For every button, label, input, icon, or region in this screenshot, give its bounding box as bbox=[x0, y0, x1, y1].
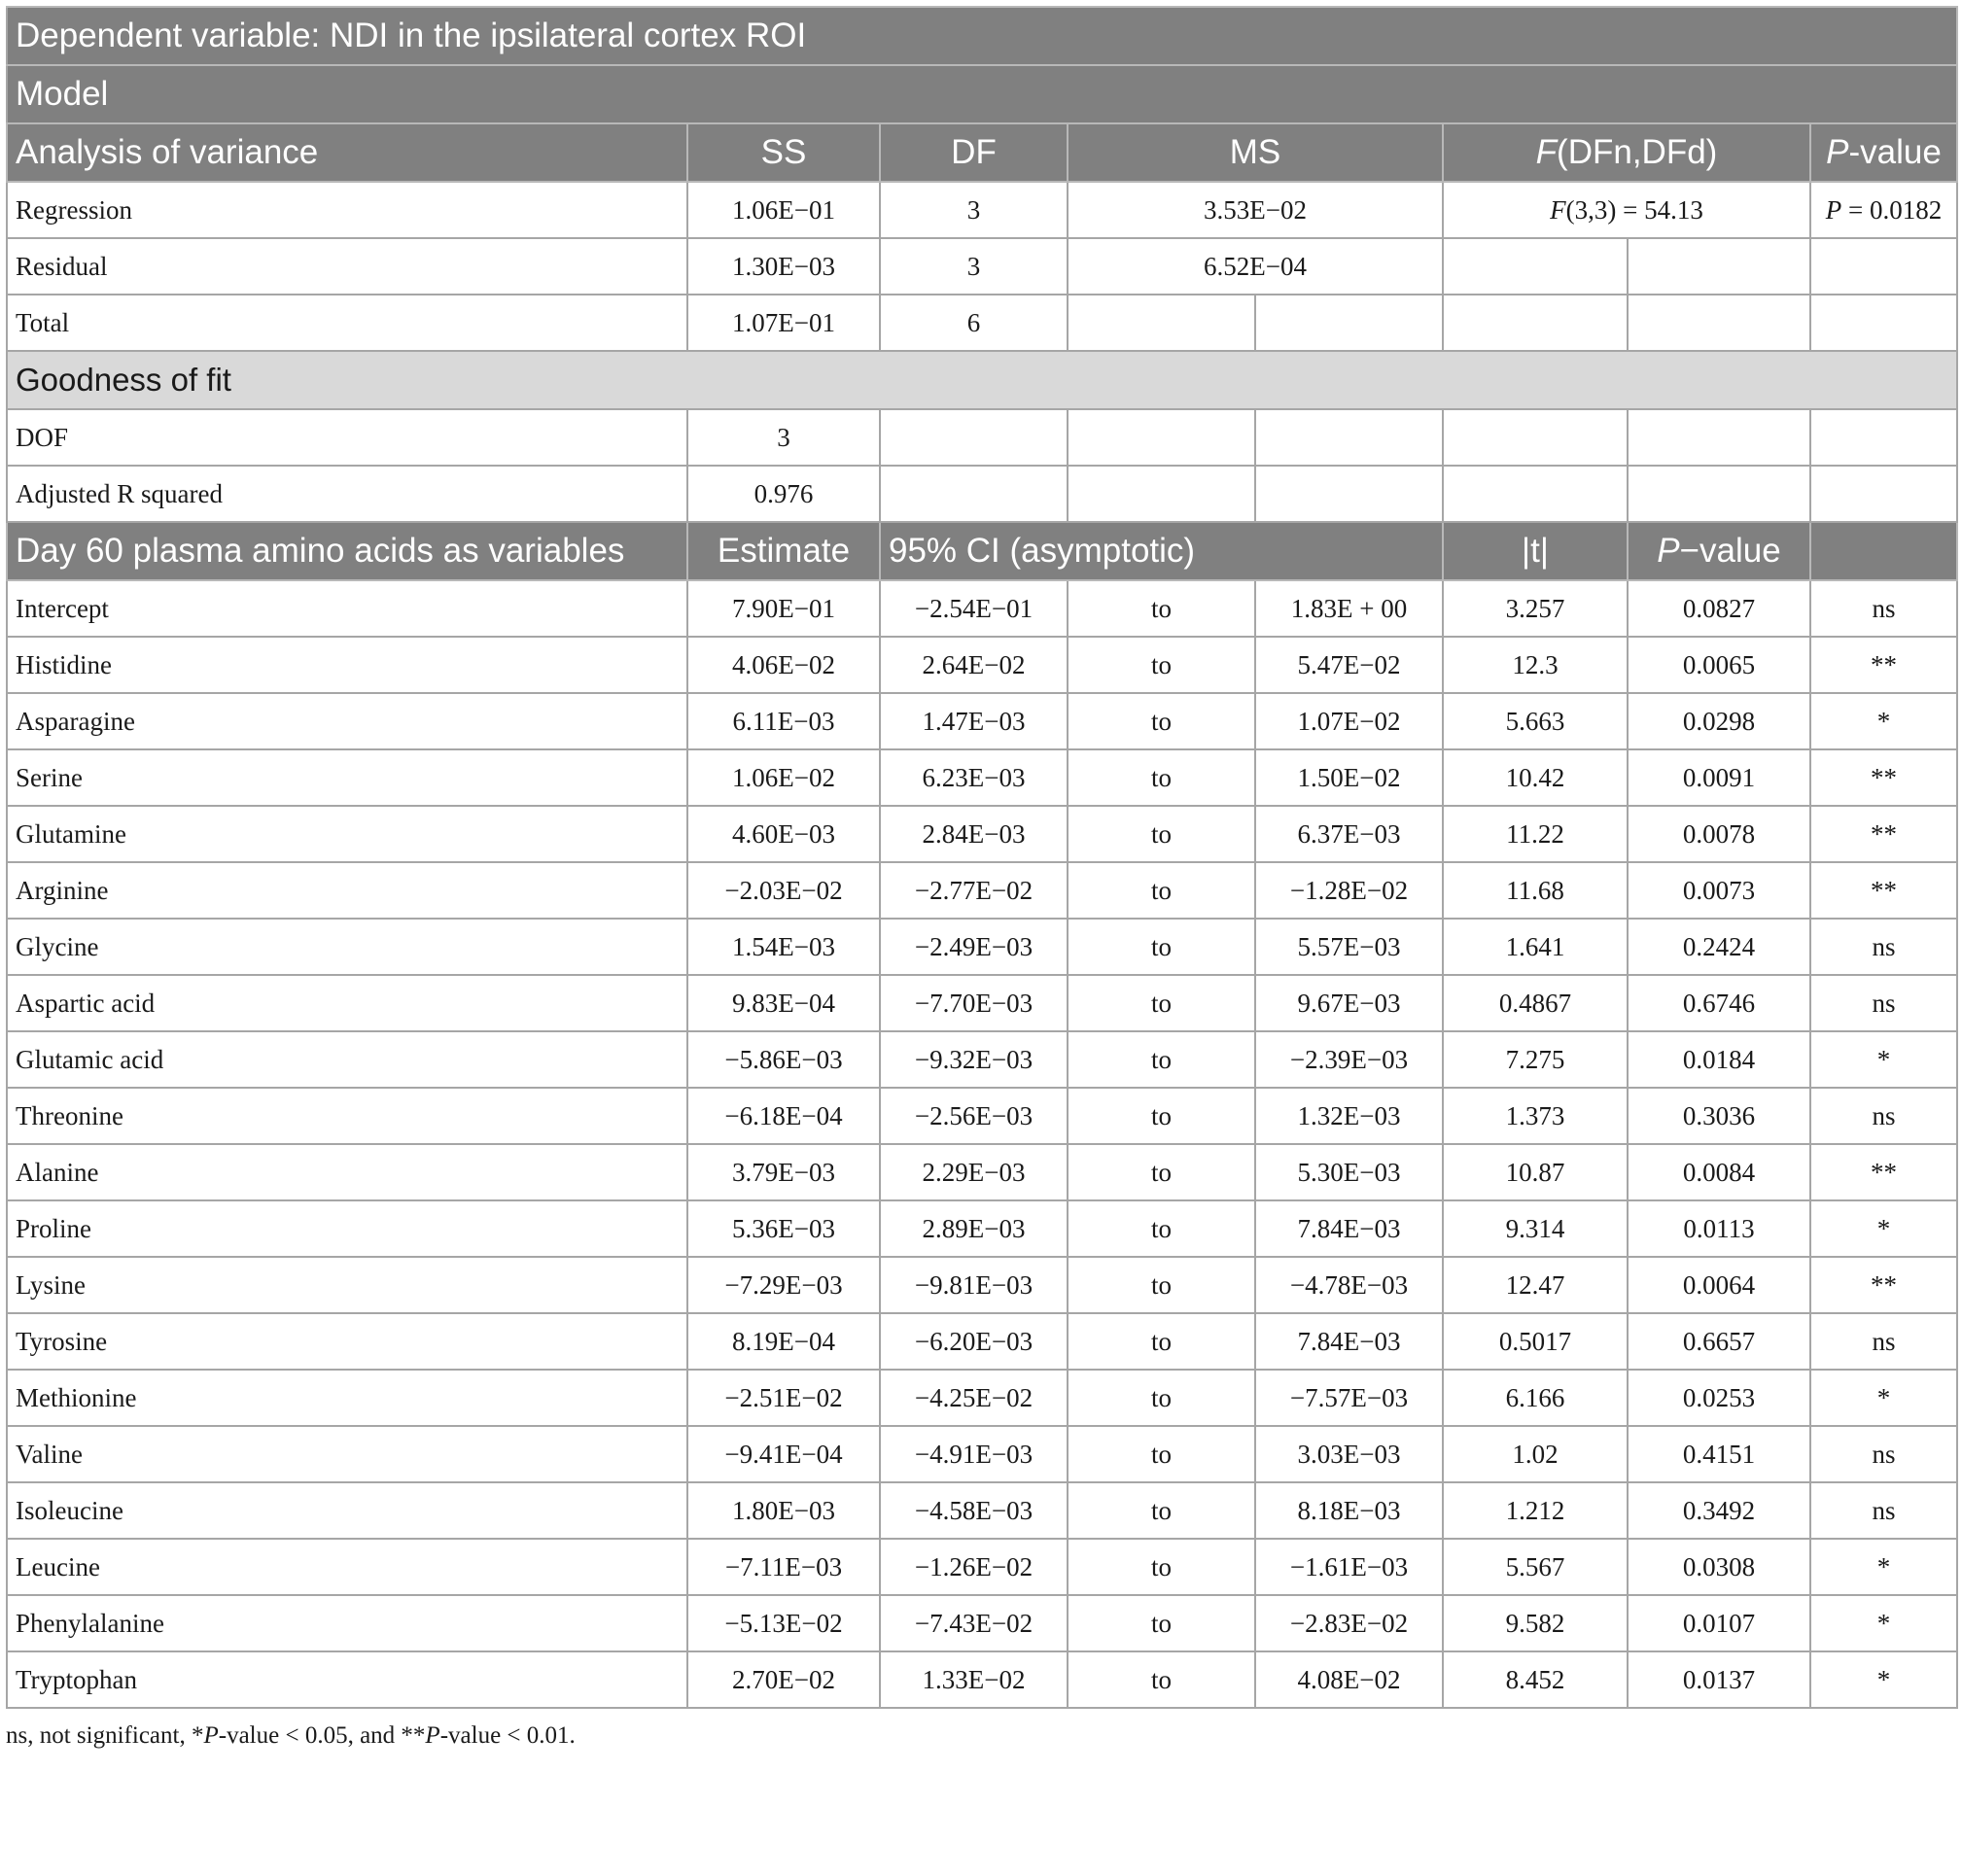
coef-ci-to: to bbox=[1068, 749, 1255, 806]
coef-ci-upper: 4.08E−02 bbox=[1255, 1651, 1443, 1708]
coef-ci-lower: 6.23E−03 bbox=[880, 749, 1068, 806]
coef-p: 0.0137 bbox=[1628, 1651, 1810, 1708]
anova-header-row bbox=[7, 123, 1957, 182]
regression-table bbox=[6, 6, 1958, 1709]
coef-header-p-rest: −value bbox=[1679, 532, 1781, 570]
coef-estimate: −7.11E−03 bbox=[687, 1539, 880, 1595]
coef-row bbox=[7, 1482, 1957, 1539]
coef-name: Tryptophan bbox=[7, 1651, 687, 1708]
coef-ci-to: to bbox=[1068, 1595, 1255, 1651]
coef-estimate: −2.03E−02 bbox=[687, 862, 880, 919]
fit-label: DOF bbox=[7, 409, 687, 466]
fit-value: 3 bbox=[687, 409, 880, 466]
coef-significance: ns bbox=[1810, 975, 1957, 1031]
coef-p: 0.0078 bbox=[1628, 806, 1810, 862]
anova-row-regression bbox=[7, 182, 1957, 238]
coef-t: 9.314 bbox=[1443, 1200, 1628, 1257]
anova-header-ss: SS bbox=[687, 123, 880, 182]
anova-header-df: DF bbox=[880, 123, 1068, 182]
coef-row bbox=[7, 1426, 1957, 1482]
coef-header-label: Day 60 plasma amino acids as variables bbox=[7, 522, 687, 580]
coef-ci-lower: 2.64E−02 bbox=[880, 637, 1068, 693]
coef-significance: ** bbox=[1810, 806, 1957, 862]
coef-estimate: −9.41E−04 bbox=[687, 1426, 880, 1482]
coef-name: Proline bbox=[7, 1200, 687, 1257]
empty-cell bbox=[1443, 466, 1628, 522]
coef-t: 10.42 bbox=[1443, 749, 1628, 806]
coef-row bbox=[7, 975, 1957, 1031]
coef-estimate: 5.36E−03 bbox=[687, 1200, 880, 1257]
coef-row bbox=[7, 1539, 1957, 1595]
coef-significance: ns bbox=[1810, 1088, 1957, 1144]
coef-ci-to: to bbox=[1068, 975, 1255, 1031]
coef-row bbox=[7, 1200, 1957, 1257]
coef-row bbox=[7, 1257, 1957, 1313]
coef-significance: ns bbox=[1810, 1482, 1957, 1539]
anova-header-p-rest: -value bbox=[1848, 133, 1942, 171]
model-row bbox=[7, 65, 1957, 123]
coef-ci-lower: −9.81E−03 bbox=[880, 1257, 1068, 1313]
coef-estimate: 1.80E−03 bbox=[687, 1482, 880, 1539]
empty-cell bbox=[880, 466, 1068, 522]
empty-cell bbox=[1628, 295, 1810, 351]
coef-ci-to: to bbox=[1068, 1257, 1255, 1313]
coef-t: 0.4867 bbox=[1443, 975, 1628, 1031]
coef-t: 11.68 bbox=[1443, 862, 1628, 919]
coef-ci-lower: −2.54E−01 bbox=[880, 580, 1068, 637]
coef-significance: ns bbox=[1810, 1313, 1957, 1370]
anova-row-total bbox=[7, 295, 1957, 351]
anova-ss: 1.07E−01 bbox=[687, 295, 880, 351]
anova-ms: 6.52E−04 bbox=[1068, 238, 1443, 295]
empty-cell bbox=[1810, 238, 1957, 295]
coef-estimate: 7.90E−01 bbox=[687, 580, 880, 637]
anova-label: Residual bbox=[7, 238, 687, 295]
coef-header-row bbox=[7, 522, 1957, 580]
coef-name: Alanine bbox=[7, 1144, 687, 1200]
coef-significance: ns bbox=[1810, 1426, 1957, 1482]
empty-cell bbox=[1068, 466, 1255, 522]
coef-row bbox=[7, 1651, 1957, 1708]
coef-ci-lower: 2.84E−03 bbox=[880, 806, 1068, 862]
coef-estimate: 2.70E−02 bbox=[687, 1651, 880, 1708]
empty-cell bbox=[1810, 409, 1957, 466]
empty-cell bbox=[1628, 466, 1810, 522]
footnote-part3: -value < 0.01. bbox=[439, 1722, 576, 1749]
empty-cell bbox=[1255, 466, 1443, 522]
coef-ci-lower: −4.58E−03 bbox=[880, 1482, 1068, 1539]
anova-df: 3 bbox=[880, 238, 1068, 295]
coef-ci-upper: 5.57E−03 bbox=[1255, 919, 1443, 975]
coef-t: 10.87 bbox=[1443, 1144, 1628, 1200]
empty-cell bbox=[1443, 238, 1628, 295]
coef-name: Histidine bbox=[7, 637, 687, 693]
coef-t: 11.22 bbox=[1443, 806, 1628, 862]
coef-significance: * bbox=[1810, 1539, 1957, 1595]
coef-ci-lower: −2.77E−02 bbox=[880, 862, 1068, 919]
coef-estimate: −5.13E−02 bbox=[687, 1595, 880, 1651]
coef-p: 0.0091 bbox=[1628, 749, 1810, 806]
coef-ci-lower: 1.47E−03 bbox=[880, 693, 1068, 749]
empty-cell bbox=[1068, 295, 1255, 351]
coef-ci-to: to bbox=[1068, 1482, 1255, 1539]
coef-name: Serine bbox=[7, 749, 687, 806]
coef-p: 0.0064 bbox=[1628, 1257, 1810, 1313]
empty-cell bbox=[880, 409, 1068, 466]
coef-significance: ** bbox=[1810, 749, 1957, 806]
coef-ci-upper: 7.84E−03 bbox=[1255, 1200, 1443, 1257]
coef-ci-upper: 5.47E−02 bbox=[1255, 637, 1443, 693]
coef-p: 0.4151 bbox=[1628, 1426, 1810, 1482]
coef-ci-lower: −1.26E−02 bbox=[880, 1539, 1068, 1595]
coef-row bbox=[7, 693, 1957, 749]
coef-ci-to: to bbox=[1068, 862, 1255, 919]
coef-significance: ** bbox=[1810, 637, 1957, 693]
coef-t: 1.212 bbox=[1443, 1482, 1628, 1539]
coef-ci-to: to bbox=[1068, 1313, 1255, 1370]
coef-ci-upper: −1.28E−02 bbox=[1255, 862, 1443, 919]
anova-label: Total bbox=[7, 295, 687, 351]
anova-f-value bbox=[1443, 182, 1810, 238]
coef-t: 8.452 bbox=[1443, 1651, 1628, 1708]
coef-estimate: −7.29E−03 bbox=[687, 1257, 880, 1313]
coef-header-t: |t| bbox=[1443, 522, 1628, 580]
coef-ci-upper: 1.83E + 00 bbox=[1255, 580, 1443, 637]
coef-row bbox=[7, 1313, 1957, 1370]
coef-row bbox=[7, 862, 1957, 919]
coef-name: Intercept bbox=[7, 580, 687, 637]
coef-t: 3.257 bbox=[1443, 580, 1628, 637]
coef-p: 0.0308 bbox=[1628, 1539, 1810, 1595]
coef-ci-upper: −2.83E−02 bbox=[1255, 1595, 1443, 1651]
footnote-part2: -value < 0.05, and ** bbox=[218, 1722, 426, 1749]
empty-cell bbox=[1255, 295, 1443, 351]
coef-estimate: 6.11E−03 bbox=[687, 693, 880, 749]
anova-p-italic: P bbox=[1825, 194, 1842, 225]
coef-significance: ns bbox=[1810, 580, 1957, 637]
coef-header-sig bbox=[1810, 522, 1957, 580]
coef-ci-lower: −4.91E−03 bbox=[880, 1426, 1068, 1482]
coef-ci-lower: −2.56E−03 bbox=[880, 1088, 1068, 1144]
coef-row bbox=[7, 580, 1957, 637]
anova-header-p-italic: P bbox=[1826, 133, 1849, 171]
coef-name: Lysine bbox=[7, 1257, 687, 1313]
coef-row bbox=[7, 1370, 1957, 1426]
footnote-p2: P bbox=[425, 1722, 440, 1749]
coef-t: 12.47 bbox=[1443, 1257, 1628, 1313]
coef-ci-to: to bbox=[1068, 580, 1255, 637]
coef-header-ci: 95% CI (asymptotic) bbox=[880, 522, 1443, 580]
empty-cell bbox=[1810, 295, 1957, 351]
anova-header-label: Analysis of variance bbox=[7, 123, 687, 182]
coef-t: 1.373 bbox=[1443, 1088, 1628, 1144]
coef-ci-upper: −4.78E−03 bbox=[1255, 1257, 1443, 1313]
coef-ci-to: to bbox=[1068, 1144, 1255, 1200]
coef-p: 0.0827 bbox=[1628, 580, 1810, 637]
coef-estimate: 8.19E−04 bbox=[687, 1313, 880, 1370]
table-title: Dependent variable: NDI in the ipsilateral cortex ROI bbox=[7, 7, 1957, 65]
coef-p: 0.3036 bbox=[1628, 1088, 1810, 1144]
coef-ci-upper: 1.32E−03 bbox=[1255, 1088, 1443, 1144]
coef-estimate: 4.06E−02 bbox=[687, 637, 880, 693]
anova-label: Regression bbox=[7, 182, 687, 238]
anova-header-f-italic: F bbox=[1535, 133, 1558, 171]
coef-p: 0.0065 bbox=[1628, 637, 1810, 693]
coef-ci-lower: 1.33E−02 bbox=[880, 1651, 1068, 1708]
model-label: Model bbox=[7, 65, 1957, 123]
coef-estimate: 9.83E−04 bbox=[687, 975, 880, 1031]
coef-name: Tyrosine bbox=[7, 1313, 687, 1370]
footnote-part1: ns, not significant, * bbox=[6, 1722, 204, 1749]
anova-header-f-rest: (DFn,DFd) bbox=[1557, 133, 1718, 171]
coef-ci-upper: 1.50E−02 bbox=[1255, 749, 1443, 806]
coef-p: 0.0253 bbox=[1628, 1370, 1810, 1426]
coef-significance: * bbox=[1810, 1200, 1957, 1257]
coef-ci-lower: −2.49E−03 bbox=[880, 919, 1068, 975]
coef-t: 1.641 bbox=[1443, 919, 1628, 975]
coef-ci-to: to bbox=[1068, 1200, 1255, 1257]
coef-row bbox=[7, 637, 1957, 693]
coef-t: 5.567 bbox=[1443, 1539, 1628, 1595]
coef-name: Threonine bbox=[7, 1088, 687, 1144]
coef-ci-upper: 7.84E−03 bbox=[1255, 1313, 1443, 1370]
coef-t: 0.5017 bbox=[1443, 1313, 1628, 1370]
coef-ci-to: to bbox=[1068, 1426, 1255, 1482]
coef-header-p bbox=[1628, 522, 1810, 580]
coef-ci-lower: 2.29E−03 bbox=[880, 1144, 1068, 1200]
coef-estimate: 3.79E−03 bbox=[687, 1144, 880, 1200]
fit-value: 0.976 bbox=[687, 466, 880, 522]
anova-ss: 1.06E−01 bbox=[687, 182, 880, 238]
coef-t: 1.02 bbox=[1443, 1426, 1628, 1482]
anova-df: 6 bbox=[880, 295, 1068, 351]
coef-name: Isoleucine bbox=[7, 1482, 687, 1539]
fit-header: Goodness of fit bbox=[7, 351, 1957, 409]
coef-estimate: 4.60E−03 bbox=[687, 806, 880, 862]
anova-ms: 3.53E−02 bbox=[1068, 182, 1443, 238]
coef-p: 0.0073 bbox=[1628, 862, 1810, 919]
coef-significance: ** bbox=[1810, 1257, 1957, 1313]
empty-cell bbox=[1443, 409, 1628, 466]
coef-estimate: 1.06E−02 bbox=[687, 749, 880, 806]
coef-ci-upper: 1.07E−02 bbox=[1255, 693, 1443, 749]
coef-estimate: 1.54E−03 bbox=[687, 919, 880, 975]
empty-cell bbox=[1255, 409, 1443, 466]
coef-ci-upper: 9.67E−03 bbox=[1255, 975, 1443, 1031]
coef-t: 9.582 bbox=[1443, 1595, 1628, 1651]
coef-ci-upper: 6.37E−03 bbox=[1255, 806, 1443, 862]
empty-cell bbox=[1628, 238, 1810, 295]
coef-ci-to: to bbox=[1068, 1651, 1255, 1708]
coef-name: Asparagine bbox=[7, 693, 687, 749]
coef-header-estimate: Estimate bbox=[687, 522, 880, 580]
coef-ci-to: to bbox=[1068, 1539, 1255, 1595]
coef-p: 0.6657 bbox=[1628, 1313, 1810, 1370]
coef-name: Arginine bbox=[7, 862, 687, 919]
coef-significance: * bbox=[1810, 1031, 1957, 1088]
footnote bbox=[6, 1722, 1956, 1750]
empty-cell bbox=[1810, 466, 1957, 522]
coef-rows bbox=[7, 580, 1957, 1708]
empty-cell bbox=[1628, 409, 1810, 466]
coef-ci-lower: −7.70E−03 bbox=[880, 975, 1068, 1031]
coef-name: Phenylalanine bbox=[7, 1595, 687, 1651]
anova-ss: 1.30E−03 bbox=[687, 238, 880, 295]
coef-ci-upper: 8.18E−03 bbox=[1255, 1482, 1443, 1539]
anova-header-f bbox=[1443, 123, 1810, 182]
coef-ci-to: to bbox=[1068, 1031, 1255, 1088]
anova-row-residual bbox=[7, 238, 1957, 295]
anova-f-rest: (3,3) = 54.13 bbox=[1565, 194, 1703, 225]
coef-ci-upper: −2.39E−03 bbox=[1255, 1031, 1443, 1088]
coef-ci-upper: 5.30E−03 bbox=[1255, 1144, 1443, 1200]
fit-header-row bbox=[7, 351, 1957, 409]
coef-name: Aspartic acid bbox=[7, 975, 687, 1031]
coef-ci-lower: −7.43E−02 bbox=[880, 1595, 1068, 1651]
coef-ci-upper: −1.61E−03 bbox=[1255, 1539, 1443, 1595]
coef-ci-upper: −7.57E−03 bbox=[1255, 1370, 1443, 1426]
anova-f-italic: F bbox=[1550, 194, 1566, 225]
coef-ci-to: to bbox=[1068, 1370, 1255, 1426]
coef-p: 0.2424 bbox=[1628, 919, 1810, 975]
coef-t: 6.166 bbox=[1443, 1370, 1628, 1426]
coef-name: Leucine bbox=[7, 1539, 687, 1595]
empty-cell bbox=[1068, 409, 1255, 466]
coef-significance: * bbox=[1810, 1595, 1957, 1651]
coef-significance: ** bbox=[1810, 862, 1957, 919]
coef-p: 0.3492 bbox=[1628, 1482, 1810, 1539]
anova-df: 3 bbox=[880, 182, 1068, 238]
coef-ci-to: to bbox=[1068, 806, 1255, 862]
coef-ci-to: to bbox=[1068, 637, 1255, 693]
coef-name: Glutamic acid bbox=[7, 1031, 687, 1088]
coef-t: 5.663 bbox=[1443, 693, 1628, 749]
coef-t: 7.275 bbox=[1443, 1031, 1628, 1088]
coef-p: 0.0107 bbox=[1628, 1595, 1810, 1651]
fit-label: Adjusted R squared bbox=[7, 466, 687, 522]
anova-p-rest: = 0.0182 bbox=[1841, 194, 1943, 225]
coef-t: 12.3 bbox=[1443, 637, 1628, 693]
coef-p: 0.0084 bbox=[1628, 1144, 1810, 1200]
empty-cell bbox=[1443, 295, 1628, 351]
fit-row-dof bbox=[7, 409, 1957, 466]
coef-significance: * bbox=[1810, 1651, 1957, 1708]
coef-estimate: −6.18E−04 bbox=[687, 1088, 880, 1144]
table-container bbox=[6, 6, 1956, 1750]
anova-header-p bbox=[1810, 123, 1957, 182]
coef-name: Glycine bbox=[7, 919, 687, 975]
coef-significance: ns bbox=[1810, 919, 1957, 975]
coef-significance: * bbox=[1810, 693, 1957, 749]
anova-header-ms: MS bbox=[1068, 123, 1443, 182]
coef-ci-upper: 3.03E−03 bbox=[1255, 1426, 1443, 1482]
coef-ci-to: to bbox=[1068, 693, 1255, 749]
coef-significance: ** bbox=[1810, 1144, 1957, 1200]
coef-ci-to: to bbox=[1068, 1088, 1255, 1144]
coef-ci-lower: 2.89E−03 bbox=[880, 1200, 1068, 1257]
anova-p-value bbox=[1810, 182, 1957, 238]
coef-estimate: −5.86E−03 bbox=[687, 1031, 880, 1088]
coef-estimate: −2.51E−02 bbox=[687, 1370, 880, 1426]
coef-ci-lower: −9.32E−03 bbox=[880, 1031, 1068, 1088]
coef-row bbox=[7, 1144, 1957, 1200]
coef-row bbox=[7, 806, 1957, 862]
coef-ci-to: to bbox=[1068, 919, 1255, 975]
coef-p: 0.0184 bbox=[1628, 1031, 1810, 1088]
fit-row-r-squared bbox=[7, 466, 1957, 522]
coef-name: Methionine bbox=[7, 1370, 687, 1426]
footnote-p1: P bbox=[203, 1722, 219, 1749]
coef-row bbox=[7, 919, 1957, 975]
coef-ci-lower: −4.25E−02 bbox=[880, 1370, 1068, 1426]
coef-p: 0.0298 bbox=[1628, 693, 1810, 749]
coef-row bbox=[7, 1595, 1957, 1651]
title-row bbox=[7, 7, 1957, 65]
coef-name: Valine bbox=[7, 1426, 687, 1482]
coef-name: Glutamine bbox=[7, 806, 687, 862]
coef-p: 0.0113 bbox=[1628, 1200, 1810, 1257]
coef-significance: * bbox=[1810, 1370, 1957, 1426]
coef-row bbox=[7, 749, 1957, 806]
coef-ci-lower: −6.20E−03 bbox=[880, 1313, 1068, 1370]
coef-row bbox=[7, 1031, 1957, 1088]
coef-p: 0.6746 bbox=[1628, 975, 1810, 1031]
coef-header-p-italic: P bbox=[1657, 532, 1680, 570]
coef-row bbox=[7, 1088, 1957, 1144]
